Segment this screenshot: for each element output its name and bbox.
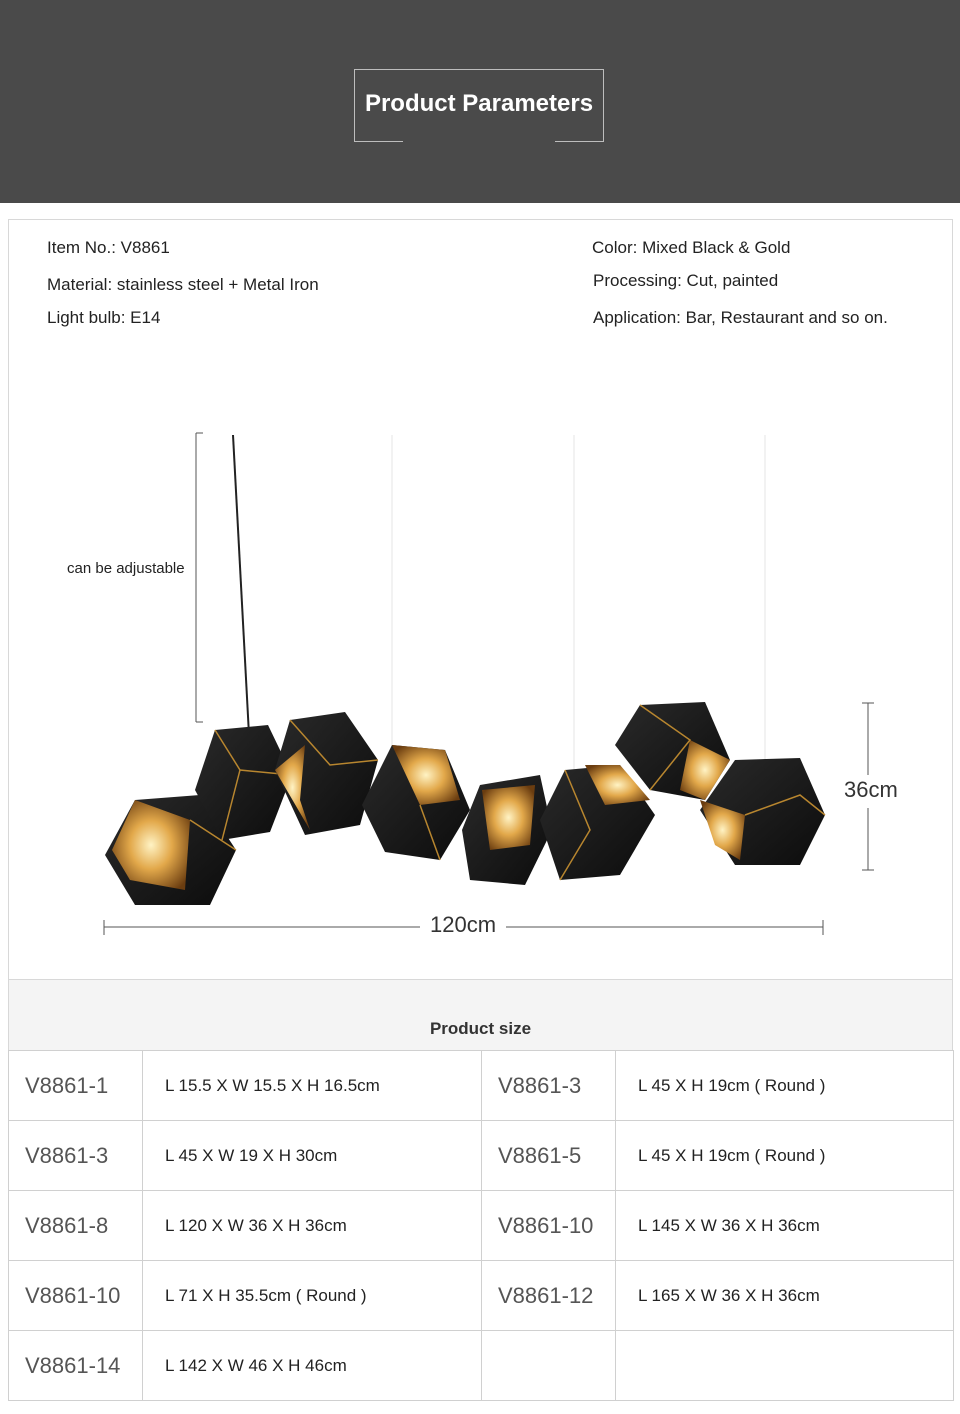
width-label: 120cm bbox=[430, 912, 497, 937]
model-cell: V8861-10 bbox=[482, 1191, 616, 1261]
table-row bbox=[9, 1331, 954, 1401]
shade-6 bbox=[540, 765, 655, 880]
height-label: 36cm bbox=[844, 777, 898, 802]
size-table bbox=[8, 1050, 954, 1401]
model-cell: V8861-10 bbox=[9, 1261, 143, 1331]
dimension-cell: L 15.5 X W 15.5 X H 16.5cm bbox=[143, 1051, 482, 1121]
shade-3 bbox=[275, 712, 378, 835]
adjust-bracket bbox=[196, 433, 203, 722]
dimension-cell: L 45 X H 19cm ( Round ) bbox=[616, 1051, 954, 1121]
dimension-cell: L 45 X W 19 X H 30cm bbox=[143, 1121, 482, 1191]
table-row bbox=[9, 1261, 954, 1331]
spec-light-bulb: Light bulb: E14 bbox=[47, 308, 161, 327]
dimension-cell: L 145 X W 36 X H 36cm bbox=[616, 1191, 954, 1261]
model-cell: V8861-3 bbox=[482, 1051, 616, 1121]
dimension-cell: L 120 X W 36 X H 36cm bbox=[143, 1191, 482, 1261]
model-cell: V8861-8 bbox=[9, 1191, 143, 1261]
size-table-title: Product size bbox=[429, 1019, 532, 1038]
dimension-cell: L 45 X H 19cm ( Round ) bbox=[616, 1121, 954, 1191]
size-table-header bbox=[8, 980, 953, 1050]
page-title: Product Parameters bbox=[364, 90, 594, 117]
dimension-cell: L 165 X W 36 X H 36cm bbox=[616, 1261, 954, 1331]
spec-color: Color: Mixed Black & Gold bbox=[592, 238, 791, 257]
model-cell: V8861-1 bbox=[9, 1051, 143, 1121]
model-cell: V8861-14 bbox=[9, 1331, 143, 1401]
spec-item-no: Item No.: V8861 bbox=[47, 238, 170, 257]
model-cell bbox=[482, 1331, 616, 1401]
spec-material: Material: stainless steel + Metal Iron bbox=[47, 275, 319, 294]
table-row bbox=[9, 1051, 954, 1121]
dimension-cell bbox=[616, 1331, 954, 1401]
model-cell: V8861-3 bbox=[9, 1121, 143, 1191]
table-row bbox=[9, 1121, 954, 1191]
table-row bbox=[9, 1191, 954, 1261]
model-cell: V8861-5 bbox=[482, 1121, 616, 1191]
dimension-cell: L 71 X H 35.5cm ( Round ) bbox=[143, 1261, 482, 1331]
shade-4 bbox=[362, 745, 470, 860]
spec-application: Application: Bar, Restaurant and so on. bbox=[593, 308, 888, 327]
dimension-cell: L 142 X W 46 X H 46cm bbox=[143, 1331, 482, 1401]
spec-processing: Processing: Cut, painted bbox=[593, 271, 779, 290]
shade-5 bbox=[462, 775, 552, 885]
adjustable-label: can be adjustable bbox=[67, 560, 185, 577]
model-cell: V8861-12 bbox=[482, 1261, 616, 1331]
